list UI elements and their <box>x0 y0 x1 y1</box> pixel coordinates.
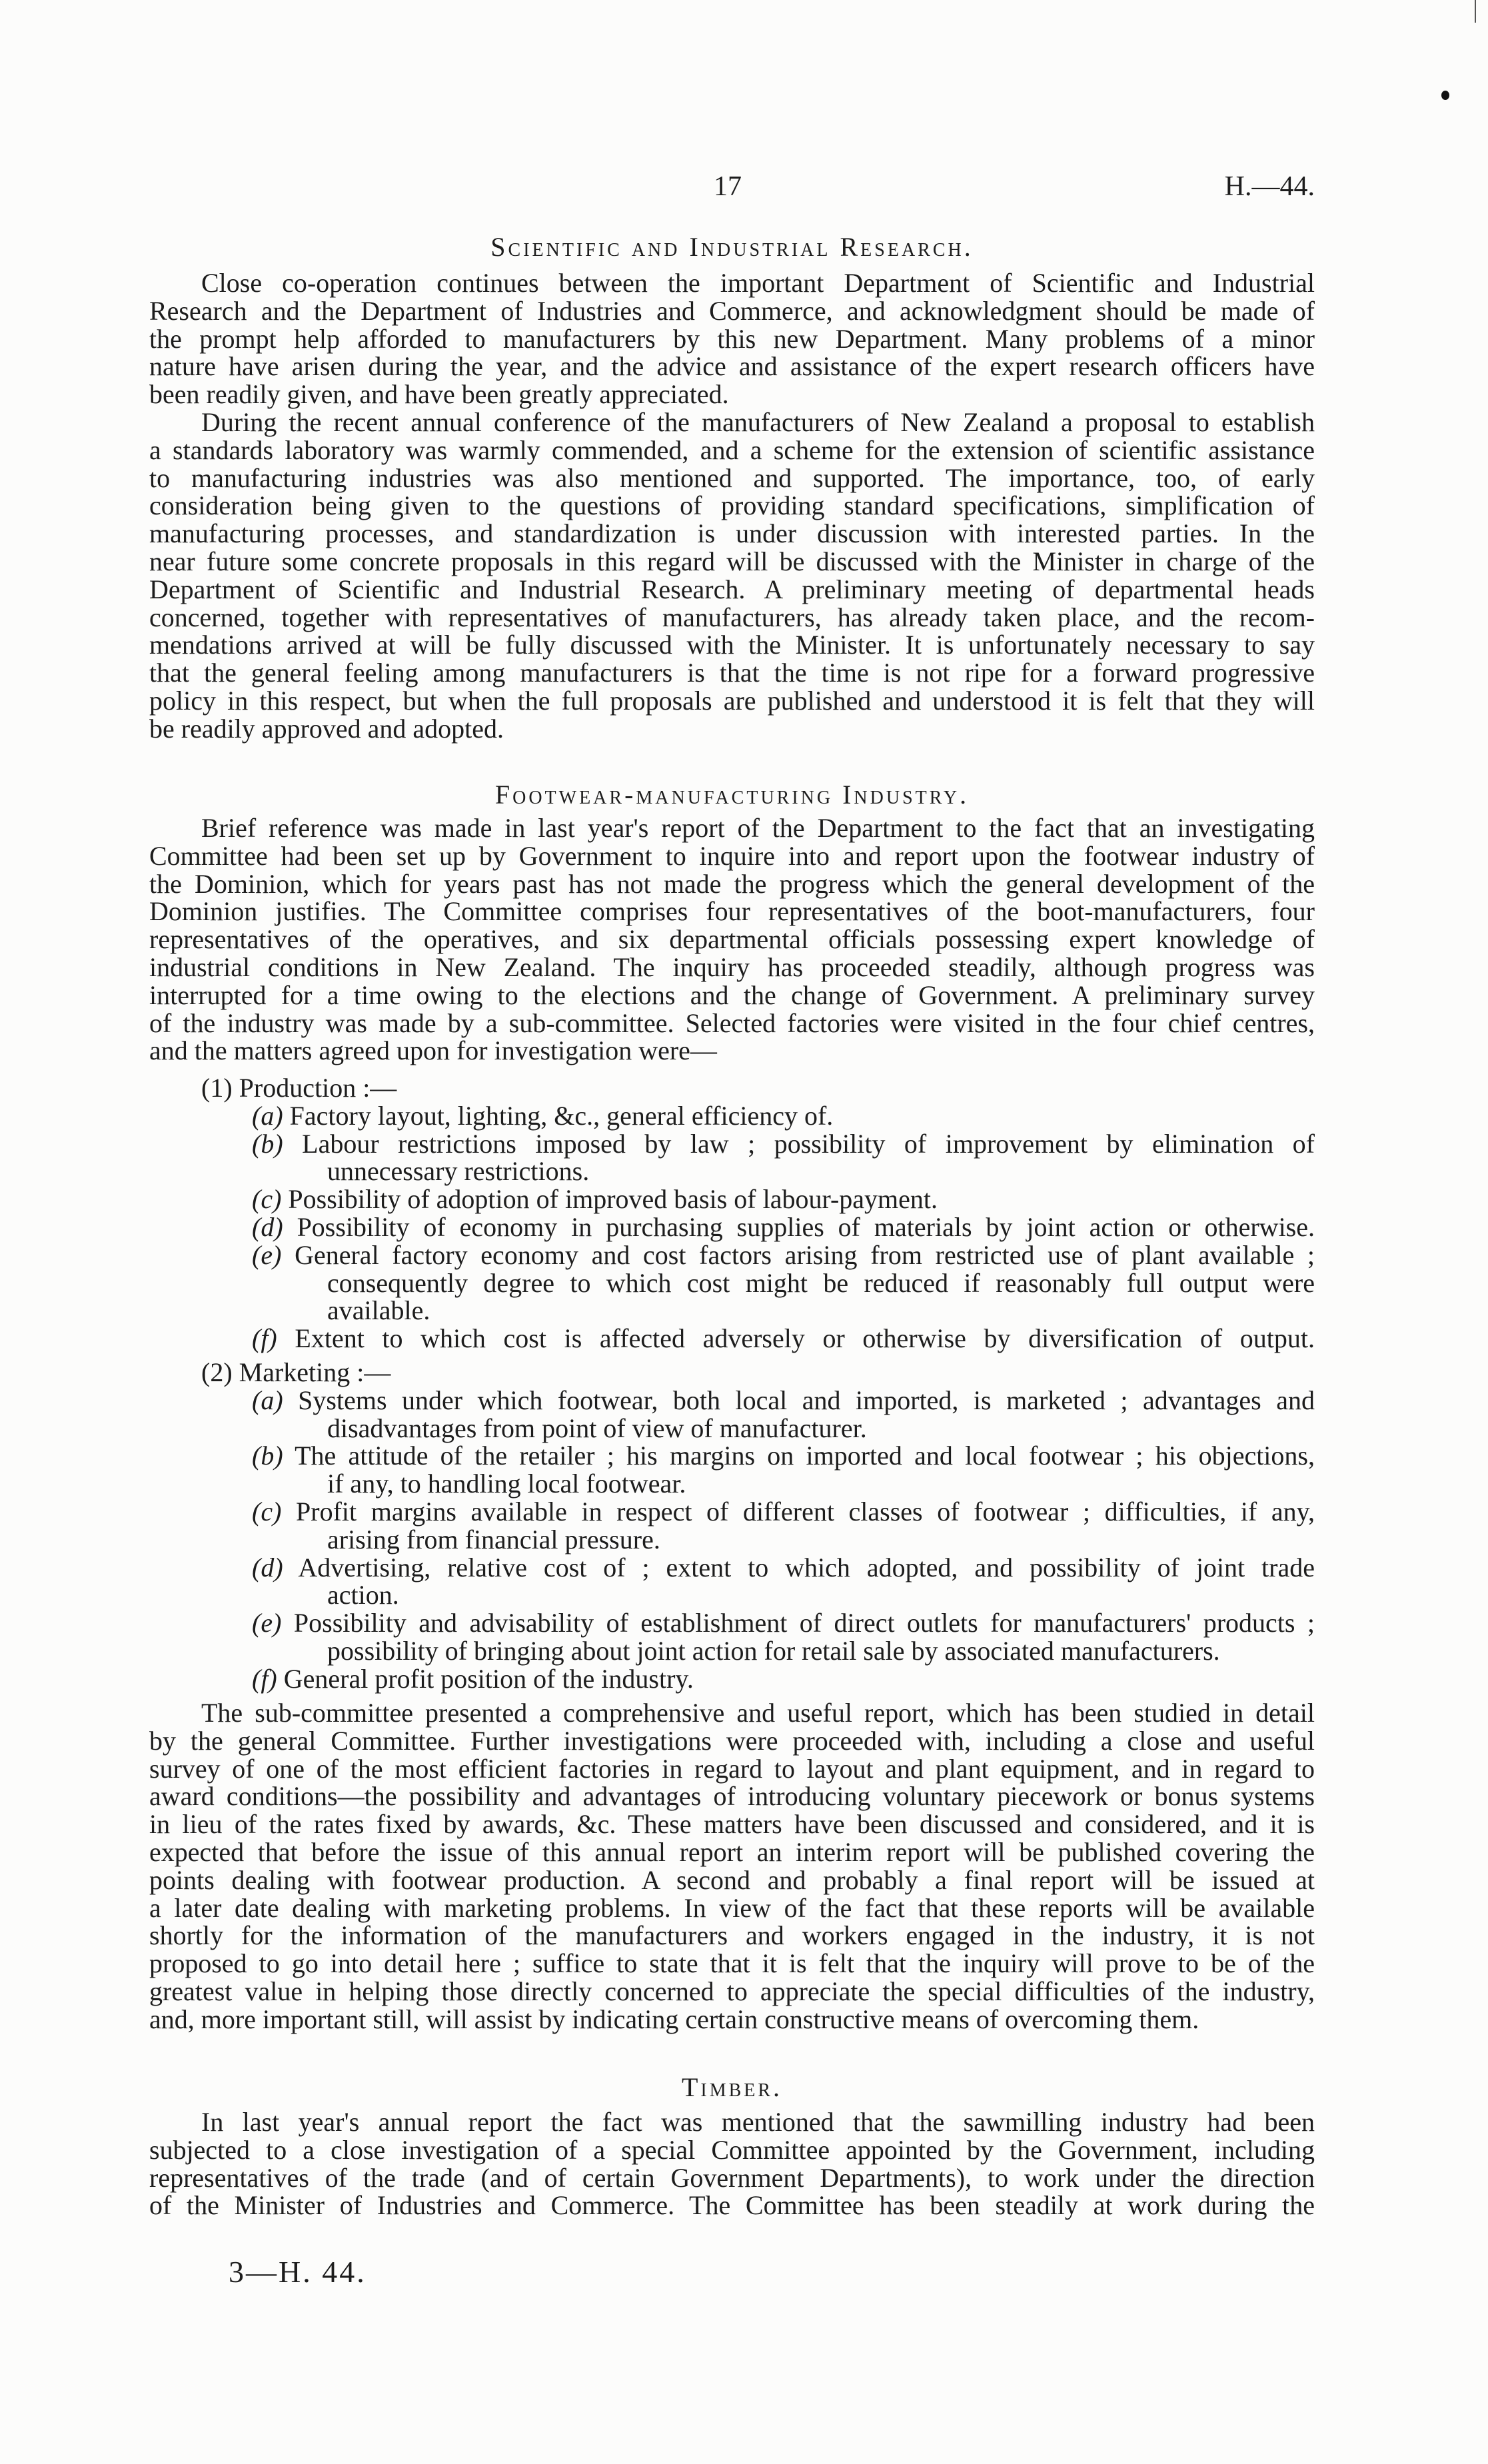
text-line: concerned, together with representatives of manufacturers, has already taken place, and the recom- <box>149 602 1315 632</box>
section-title-footwear-industry: Footwear-manufacturing Industry. <box>494 780 970 810</box>
item-text: Possibility and advisability of establishment of direct outlets for manufacturers' products ; <box>293 1608 1315 1638</box>
text-line: Brief reference was made in last year's report of the Department to the fact that an investigating <box>201 813 1315 843</box>
item-text: Profit margins available in respect of different classes of footwear ; difficulties, if any, <box>296 1496 1315 1527</box>
text-line: and, more important still, will assist by indicating certain constructive means of overcoming them. <box>149 2004 1199 2034</box>
text-line: nature have arisen during the year, and the advice and assistance of the expert research officers have <box>149 351 1315 382</box>
text-line: and the matters agreed upon for investigation were— <box>149 1035 717 1066</box>
list-item <box>149 1498 1315 1554</box>
text-line: Dominion justifies. The Committee comprises four representatives of the boot-manufacturers, four <box>149 896 1315 927</box>
list-item <box>149 1387 1315 1443</box>
list-item <box>149 1102 1315 1130</box>
text-line: the Dominion, which for years past has not made the progress which the general development of the <box>149 868 1315 899</box>
item-text: General factory economy and cost factors arising from restricted use of plant available ; <box>295 1239 1315 1270</box>
text-line: The sub-committee presented a comprehensive and useful report, which has been studied in detail <box>201 1698 1315 1728</box>
text-line <box>149 1387 1315 1415</box>
text-line: consequently degree to which cost might be reduced if reasonably full output were <box>327 1267 1315 1298</box>
list-item <box>149 1241 1315 1325</box>
text-line: proposed to go into detail here ; suffice to state that it is felt that the inquiry will prove to be of the <box>149 1948 1315 1979</box>
list-heading-production: (1) Production :— <box>201 1073 397 1103</box>
text-line <box>149 1325 1315 1353</box>
list-item <box>149 1442 1315 1498</box>
list-item <box>149 1130 1315 1186</box>
text-line <box>149 1241 1315 1269</box>
paragraph <box>149 1699 1315 2034</box>
text-line: available. <box>327 1295 430 1326</box>
text-line: survey of one of the most efficient factories in regard to layout and plant equipment, and in regard to <box>149 1753 1315 1784</box>
paragraph <box>149 408 1315 743</box>
item-text: General profit position of the industry. <box>283 1663 694 1694</box>
marketing-list <box>149 1359 1315 1693</box>
text-line: Close co-operation continues between the important Department of Scientific and Industrial <box>201 268 1315 298</box>
text-line: shortly for the information of the manufacturers and workers engaged in the industry, it is not <box>149 1920 1315 1951</box>
text-line: if any, to handling local footwear. <box>327 1469 686 1499</box>
text-line: of the Minister of Industries and Commerce. The Committee has been steadily at work during the <box>149 2190 1315 2221</box>
text-line: In last year's annual report the fact was mentioned that the sawmilling industry had been <box>201 2107 1315 2137</box>
text-line: expected that before the issue of this annual report an interim report will be published covering the <box>149 1836 1315 1867</box>
text-line: greatest value in helping those directly concerned to appreciate the special difficulties of the industry, <box>149 1976 1315 2006</box>
item-text: Factory layout, lighting, &c., general efficiency of. <box>289 1100 834 1131</box>
paragraph <box>149 2108 1315 2219</box>
text-line: near future some concrete proposals in this regard will be discussed with the Minister in charge of the <box>149 546 1315 576</box>
text-line <box>149 1554 1315 1582</box>
text-line: been readily given, and have been greatly appreciated. <box>149 379 729 410</box>
paragraph <box>149 269 1315 408</box>
item-label: (b) <box>252 1441 283 1471</box>
text-line: industrial conditions in New Zealand. The inquiry has proceeded steadily, although progress was <box>149 951 1315 982</box>
item-label: (c) <box>252 1496 282 1527</box>
text-line: a standards laboratory was warmly commended, and a scheme for the extension of scientific assistance <box>149 434 1315 465</box>
list-item <box>149 1325 1315 1353</box>
text-line: Research and the Department of Industries and Commerce, and acknowledgment should be made of <box>149 295 1315 326</box>
scan-edge-mark <box>1475 0 1476 23</box>
page-number: 17 <box>714 171 742 202</box>
paragraph <box>149 814 1315 1065</box>
item-label: (a) <box>252 1100 283 1131</box>
text-line: mendations arrived at will be fully discussed with the Minister. It is unfortunately necessary to say <box>149 630 1315 660</box>
text-line: consideration being given to the questions of providing standard specifications, simplification of <box>149 490 1315 521</box>
text-line: Committee had been set up by Government to inquire into and report upon the footwear industry of <box>149 840 1315 871</box>
text-line: possibility of bringing about joint action for retail sale by associated manufacturers. <box>327 1635 1220 1666</box>
signature-mark: 3—H. 44. <box>229 2255 367 2289</box>
text-line <box>149 1442 1315 1470</box>
text-line <box>149 1130 1315 1158</box>
item-label: (a) <box>252 1385 283 1415</box>
item-label: (f) <box>252 1663 277 1694</box>
text-line <box>149 1665 1315 1693</box>
document-reference: H.—44. <box>1224 171 1315 202</box>
section-title-timber: Timber. <box>681 2072 783 2102</box>
text-line: award conditions—the possibility and advantages of introducing voluntary piecework or bonus systems <box>149 1781 1315 1812</box>
text-line: action. <box>327 1580 399 1610</box>
text-line: be readily approved and adopted. <box>149 713 504 744</box>
item-label: (e) <box>252 1239 282 1270</box>
text-line: interrupted for a time owing to the elections and the change of Government. A preliminary survey <box>149 979 1315 1010</box>
item-label: (c) <box>252 1184 282 1215</box>
text-line: disadvantages from point of view of manufacturer. <box>327 1413 867 1443</box>
production-list <box>149 1074 1315 1353</box>
text-line: of the industry was made by a sub-committee. Selected factories were visited in the four chief centres, <box>149 1007 1315 1038</box>
item-label: (e) <box>252 1608 282 1638</box>
text-line: policy in this respect, but when the full proposals are published and understood it is felt that they will <box>149 685 1315 716</box>
list-item <box>149 1554 1315 1610</box>
text-line: During the recent annual conference of the manufacturers of New Zealand a proposal to establish <box>201 406 1315 437</box>
text-line: a later date dealing with marketing problems. In view of the fact that these reports will be available <box>149 1892 1315 1923</box>
item-text: Possibility of adoption of improved basis of labour-payment. <box>288 1184 938 1215</box>
text-line: the prompt help afforded to manufacturers by this new Department. Many problems of a minor <box>149 323 1315 354</box>
item-label: (d) <box>252 1211 283 1242</box>
scan-dot-mark <box>1441 91 1449 100</box>
text-line <box>149 1498 1315 1526</box>
text-line: representatives of the operatives, and six departmental officials possessing expert knowledge of <box>149 924 1315 955</box>
list-item <box>149 1665 1315 1693</box>
text-line: unnecessary restrictions. <box>327 1156 590 1187</box>
text-line <box>149 1213 1315 1241</box>
text-line: subjected to a close investigation of a special Committee appointed by the Government, including <box>149 2134 1315 2165</box>
text-line: arising from financial pressure. <box>327 1524 660 1554</box>
item-text: The attitude of the retailer ; his margins on imported and local footwear ; his objections, <box>295 1441 1315 1471</box>
list-item <box>149 1213 1315 1241</box>
section-title-scientific-research: Scientific and Industrial Research. <box>490 232 974 262</box>
text-line: in lieu of the rates fixed by awards, &c. These matters have been discussed and considered, and it is <box>149 1809 1315 1840</box>
list-item <box>149 1185 1315 1213</box>
text-line <box>149 1102 1315 1130</box>
item-text: Possibility of economy in purchasing supplies of materials by joint action or otherwise. <box>297 1211 1315 1242</box>
text-line: Department of Scientific and Industrial Research. A preliminary meeting of departmental heads <box>149 574 1315 604</box>
text-line: that the general feeling among manufacturers is that the time is not ripe for a forward progressive <box>149 658 1315 688</box>
item-text: Labour restrictions imposed by law ; possibility of improvement by elimination of <box>302 1128 1315 1159</box>
text-line: manufacturing processes, and standardization is under discussion with interested parties. In the <box>149 518 1315 549</box>
text-line: by the general Committee. Further investigations were proceeded with, including a close and useful <box>149 1725 1315 1756</box>
text-line <box>149 1609 1315 1637</box>
item-label: (d) <box>252 1552 283 1582</box>
item-text: Advertising, relative cost of ; extent to which adopted, and possibility of joint trade <box>298 1552 1315 1582</box>
item-label: (b) <box>252 1128 283 1159</box>
running-header <box>0 172 1488 201</box>
text-line <box>149 1185 1315 1213</box>
text-line: to manufacturing industries was also mentioned and supported. The importance, too, of early <box>149 462 1315 493</box>
list-item <box>149 1609 1315 1665</box>
item-label: (f) <box>252 1323 277 1354</box>
list-heading-marketing: (2) Marketing :— <box>201 1357 391 1387</box>
item-text: Extent to which cost is affected adversely or otherwise by diversification of output. <box>295 1323 1315 1354</box>
text-line: representatives of the trade (and of certain Government Departments), to work under the direction <box>149 2162 1315 2193</box>
section-body-scientific-research <box>149 269 1315 743</box>
item-text: Systems under which footwear, both local and imported, is marketed ; advantages and <box>298 1385 1315 1415</box>
text-line: points dealing with footwear production. A second and probably a final report will be issued at <box>149 1864 1315 1895</box>
